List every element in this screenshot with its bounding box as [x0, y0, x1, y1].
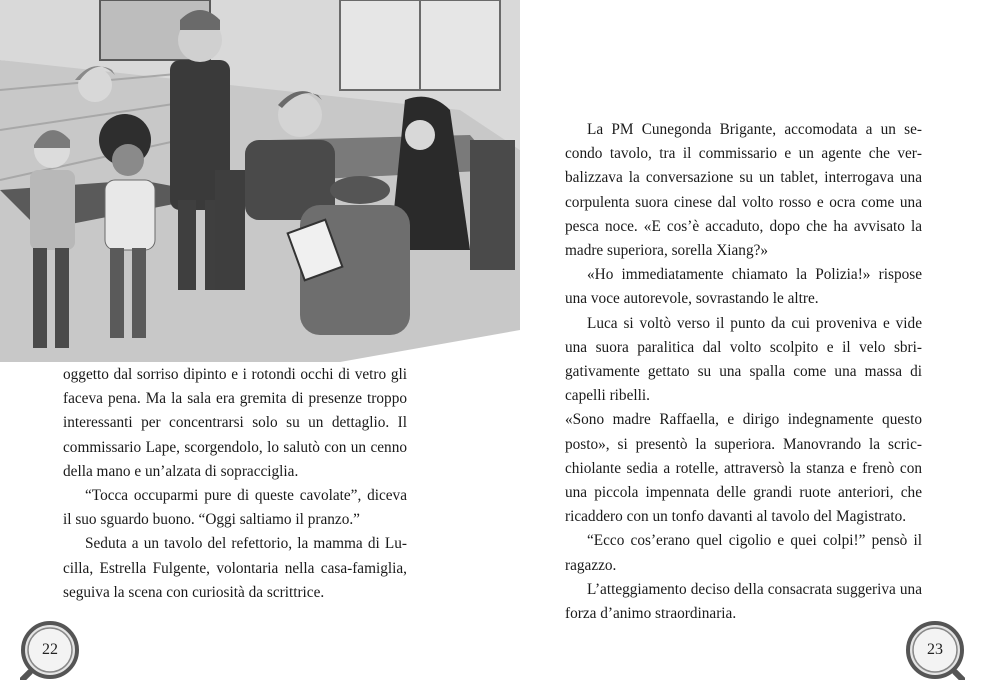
paragraph: Luca si voltò verso il punto da cui proveniva e vide una suora paralitica dal volto scolpito e il velo sbrigativamente gettato su una spalla come una massa di capelli ribelli.: [565, 314, 922, 405]
page-number: 22: [42, 641, 58, 658]
paragraph: La PM Cunegonda Brigante, accomodata a un secondo tavolo, tra il commissario e un agente che verbalizzava la conversazione su un tablet, interrogava una corpulenta suora cinese dal volto rosso e ocra come una pesca noce. «E cos’è accaduto, dopo che ha avvisato la madre superiora, sorella Xiang?»: [565, 121, 922, 260]
right-page-text: [565, 118, 922, 626]
paragraph: L’atteggiamento deciso della consacrata suggeriva una forza d’animo straordinaria.: [565, 580, 922, 623]
left-page-text: [63, 363, 407, 605]
paragraph: «Sono madre Raffaella, e dirigo indegnamente questo posto», si presentò la superiora. Manovrando la scricchiolante sedia a rotelle, attraversò la stanza e frenò con una piccola impennata delle grandi ruote anteriori, che ricaddero con un tonfo davanti al tavolo del Magistrato.: [565, 411, 922, 526]
illustration-refectory-scene: [0, 0, 520, 362]
paragraph: «Ho immediatamente chiamato la Polizia!» rispose una voce autorevole, sovrastando le altre.: [565, 266, 922, 308]
right-page: [491, 0, 982, 700]
page-number-badge: [905, 620, 965, 680]
paragraph: “Ecco cos’erano quel cigolio e quei colpi!” pensò il ragazzo.: [565, 532, 922, 574]
paragraph: “Tocca occuparmi pure di queste cavolate”, diceva il suo sguardo buono. “Oggi saltiamo il pranzo.”: [63, 487, 407, 529]
paragraph: oggetto dal sorriso dipinto e i rotondi occhi di vetro gli faceva pena. Ma la sala era gremita di presenze troppo interessanti per concentrarsi solo su un dettaglio. Il commissario Lape, scorgendolo, lo salutò con un cenno della mano e un’alzata di sopracciglia.: [63, 366, 407, 480]
page-number: 23: [927, 641, 943, 658]
paragraph: Seduta a un tavolo del refettorio, la mamma di Lucilla, Estrella Fulgente, volontaria nella casa-famiglia, seguiva la scena con curiosità da scrittrice.: [63, 535, 407, 601]
page-number-badge: [20, 620, 80, 680]
